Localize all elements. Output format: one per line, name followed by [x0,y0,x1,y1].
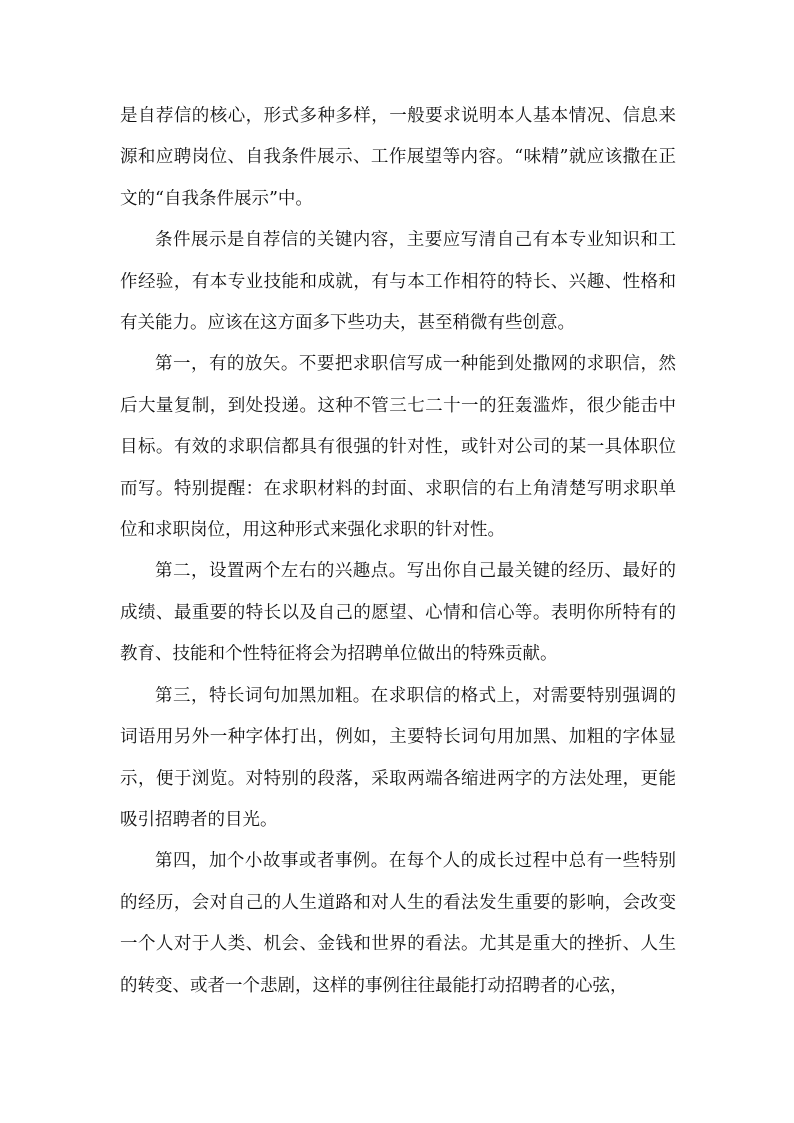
paragraph-conditions: 条件展示是自荐信的关键内容，主要应写清自己有本专业知识和工作经验，有本专业技能和成就，有与本工作相符的特长、兴趣、性格和有关能力。应该在这方面多下些功夫，甚至稍微有些创意。 [120,230,676,334]
paragraph-point-three: 第三，特长词句加黑加粗。在求职信的格式上，对需要特别强调的词语用另外一种字体打出，例如，主要特长词句用加黑、加粗的字体显示，便于浏览。对特别的段落，采取两端各缩进两字的方法处理，更能吸引招聘者的目光。 [120,685,676,830]
paragraph-point-one: 第一，有的放矢。不要把求职信写成一种能到处撒网的求职信，然后大量复制，到处投递。这种不管三七二十一的狂轰滥炸，很少能击中目标。有效的求职信都具有很强的针对性，或针对公司的某一具体职位而写。特别提醒：在求职材料的封面、求职信的右上角清楚写明求职单位和求职岗位，用这种形式来强化求职的针对性。 [120,354,676,541]
document-body [120,96,676,1007]
paragraph-point-four: 第四，加个小故事或者事例。在每个人的成长过程中总有一些特别的经历，会对自己的人生道路和对人生的看法发生重要的影响，会改变一个人对于人类、机会、金钱和世界的看法。尤其是重大的挫折、人生的转变、或者一个悲剧，这样的事例往往最能打动招聘者的心弦， [120,851,676,996]
paragraph-core-content: 是自荐信的核心，形式多种多样，一般要求说明本人基本情况、信息来源和应聘岗位、自我条件展示、工作展望等内容。“味精”就应该撒在正文的“自我条件展示”中。 [120,106,676,209]
paragraph-point-two: 第二，设置两个左右的兴趣点。写出你自己最关键的经历、最好的成绩、最重要的特长以及自己的愿望、心情和信心等。表明你所特有的教育、技能和个性特征将会为招聘单位做出的特殊贡献。 [120,561,676,665]
